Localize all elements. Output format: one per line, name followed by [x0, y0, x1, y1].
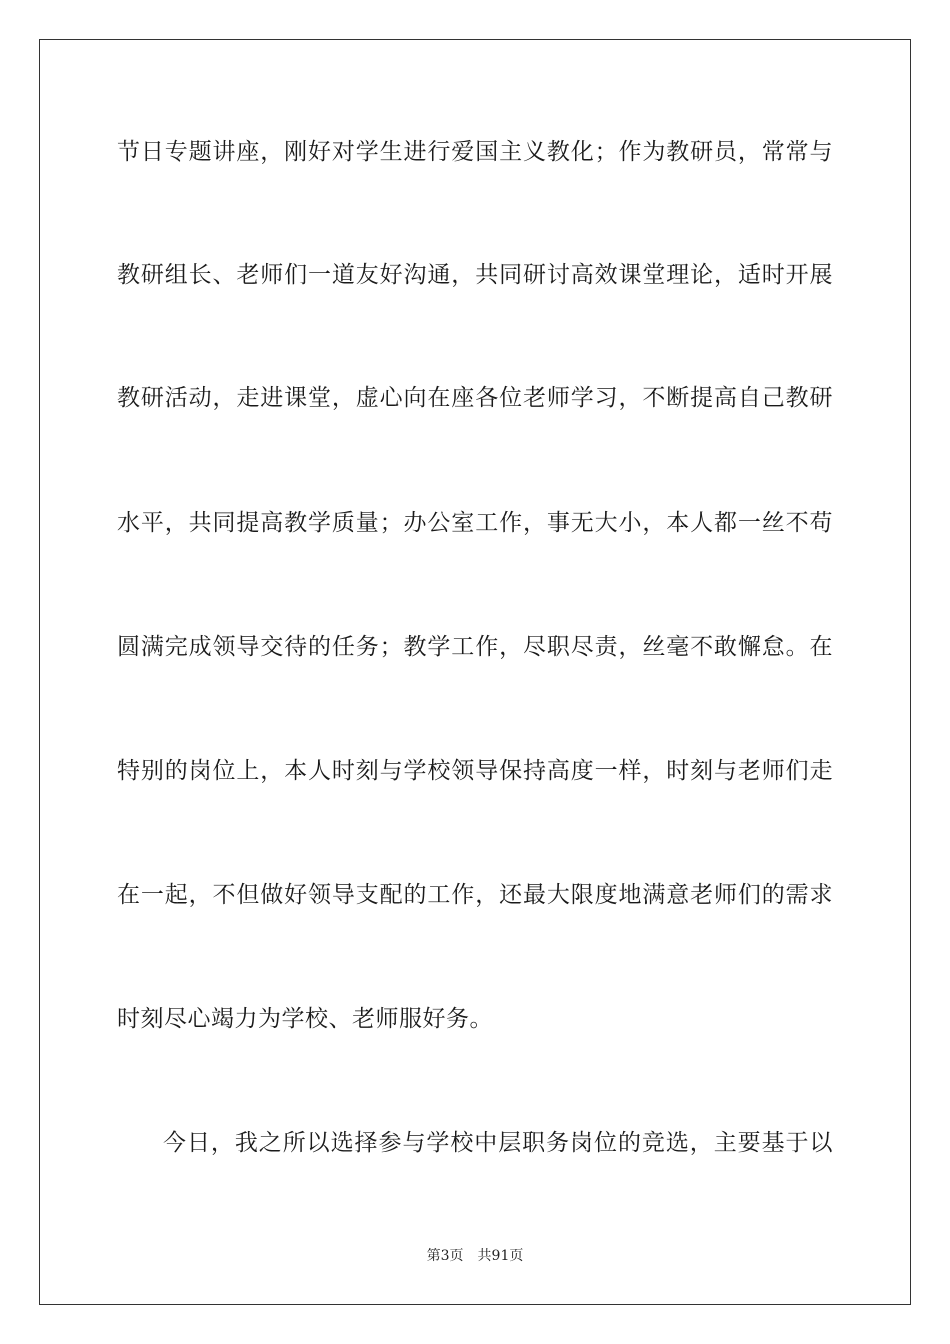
- body-line-3: 教研活动，走进课堂，虚心向在座各位老师学习，不断提高自己教研: [117, 385, 833, 411]
- body-line-4: 水平，共同提高教学质量；办公室工作，事无大小，本人都一丝不苟: [117, 510, 833, 536]
- body-line-1: 节日专题讲座，刚好对学生进行爱国主义教化；作为教研员，常常与: [117, 139, 833, 165]
- page-border: [39, 39, 911, 1305]
- body-line-2: 教研组长、老师们一道友好沟通，共同研讨高效课堂理论，适时开展: [117, 262, 833, 288]
- body-line-7: 在一起，不但做好领导支配的工作，还最大限度地满意老师们的需求: [117, 882, 833, 908]
- page-number: 第3页: [426, 1248, 464, 1264]
- paragraph-start-line: 今日，我之所以选择参与学校中层职务岗位的竞选，主要基于以: [163, 1130, 833, 1156]
- page-footer: [0, 1247, 950, 1265]
- body-line-6: 特别的岗位上，本人时刻与学校领导保持高度一样，时刻与老师们走: [117, 758, 833, 784]
- page-total: 共91页: [477, 1248, 524, 1264]
- body-line-5: 圆满完成领导交待的任务；教学工作，尽职尽责，丝毫不敢懈怠。在: [117, 634, 833, 660]
- body-line-8: 时刻尽心竭力为学校、老师服好务。: [117, 1006, 493, 1032]
